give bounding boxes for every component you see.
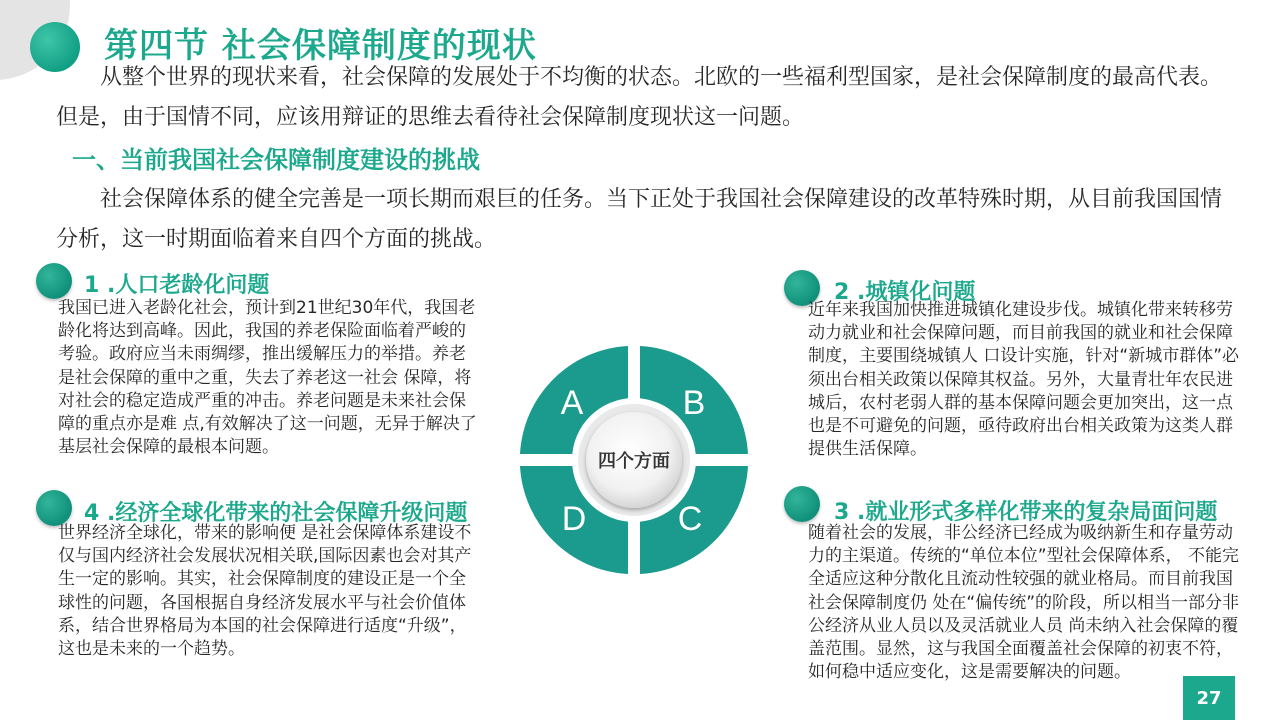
intro-paragraph: 从整个世界的现状来看，社会保障的发展处于不均衡的状态。北欧的一些福利型国家，是社会保障制度的最高代表。但是，由于国情不同，应该用辩证的思维去看待社会保障制度现状这一问题。 bbox=[56, 65, 1223, 130]
section-1-bullet bbox=[36, 263, 72, 299]
quadrant-a-label: A bbox=[560, 384, 584, 422]
section-4-body: 世界经济全球化，带来的影响便 是社会保障体系建设不仅与国内经济社会发展状况相关联,国际因素也会对其产生一定的影响。其实，社会保障制度的建设正是一个全球性的问题，各国根据自身经济发展水平与社会价值体系，结合世界格局为本国的社会保障进行适度“升级”，这也是未来的一个趋势。 bbox=[58, 523, 472, 660]
quadrant-d-label: D bbox=[561, 500, 587, 538]
section-3-body: 随着社会的发展，非公经济已经成为吸纳新生和存量劳动力的主渠道。传统的“单位本位”型社会保障体系， 不能完全适应这种分散化且流动性较强的就业格局。而目前我国社会保障制度仍 处在“偏传统”的阶段，所以相当一部分非公经济从业人员以及灵活就业人员 尚未纳入社会保障的覆盖范围。显然，这与我国全面覆盖社会保障的初衷不符， 如何稳中适应变化，这是需要解决的问题。 bbox=[808, 523, 1240, 683]
page-title: 第四节 社会保障制度的现状 bbox=[104, 26, 537, 66]
center-label: 四个方面 bbox=[598, 451, 670, 472]
section-4-title: 4 .经济全球化带来的社会保障升级问题 bbox=[84, 501, 468, 526]
page-number: 27 bbox=[1183, 676, 1235, 720]
quadrant-c-label: C bbox=[677, 500, 703, 538]
section-3-title: 3 .就业形式多样化带来的复杂局面问题 bbox=[834, 500, 1218, 525]
four-aspects-wheel bbox=[514, 340, 754, 580]
section-subheading: 一、当前我国社会保障制度建设的挑战 bbox=[72, 146, 480, 174]
section-2-body: 近年来我国加快推进城镇化建设步伐。城镇化带来转移劳动力就业和社会保障问题，而目前我国的就业和社会保障制度，主要围绕城镇人 口设计实施，针对“新城市群体”必须出台相关政策以保障其权益。另外，大量青壮年农民进城后，农村老弱人群的基本保障问题会更加突出，这一点也是不可避免的问题，亟待政府出台相关政策为这类人群提供生活保障。 bbox=[808, 300, 1240, 460]
section-1-title: 1 .人口老龄化问题 bbox=[84, 273, 270, 298]
section-2-title: 2 .城镇化问题 bbox=[834, 280, 976, 305]
section-1-body: 我国已进入老龄化社会，预计到21世纪30年代，我国老龄化将达到高峰。因此，我国的养老保险面临着严峻的考验。政府应当未雨绸缪，推出缓解压力的举措。养老是社会保障的重中之重，失去了养老这一社会 保障，将对社会的稳定造成严重的冲击。养老问题是未来社会保障的重点亦是难 点,有效解决了这一问题，无异于解决了基层社会保障的最根本问题。 bbox=[58, 298, 477, 458]
section-4-bullet bbox=[36, 490, 72, 526]
challenge-paragraph: 社会保障体系的健全完善是一项长期而艰巨的任务。当下正处于我国社会保障建设的改革特殊时期，从目前我国国情分析，这一时期面临着来自四个方面的挑战。 bbox=[56, 187, 1223, 252]
section-3-bullet bbox=[784, 486, 820, 522]
quadrant-b-label: B bbox=[682, 384, 706, 422]
